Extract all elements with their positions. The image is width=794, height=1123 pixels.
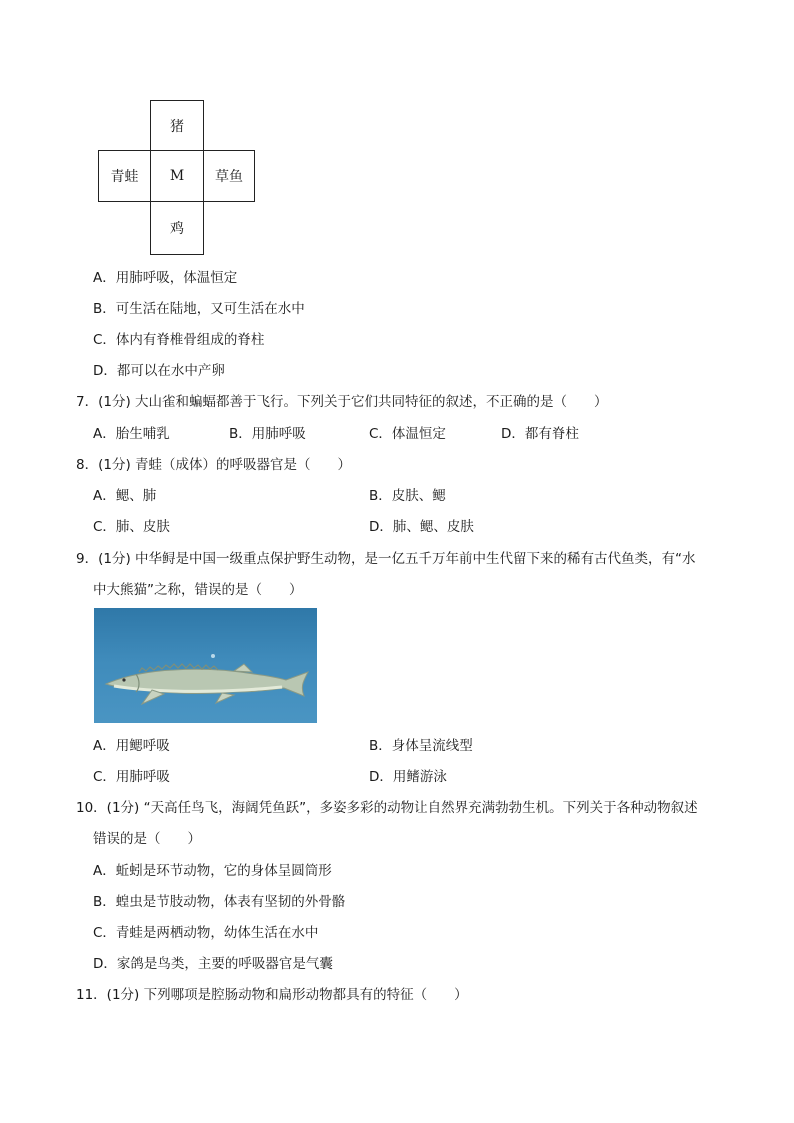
q7-option-c: C．体温恒定 xyxy=(369,426,446,442)
diagram-cell-center: M xyxy=(150,150,204,202)
q10-option-c: C．青蛙是两栖动物，幼体生活在水中 xyxy=(93,925,319,941)
sturgeon-illustration xyxy=(94,608,317,723)
q9-option-b: B．身体呈流线型 xyxy=(369,738,473,754)
q6-option-d: D．都可以在水中产卵 xyxy=(93,363,225,379)
q7-option-a: A．胎生哺乳 xyxy=(93,426,170,442)
diagram-cell-right: 草鱼 xyxy=(203,150,255,202)
q10-stem-line2: 错误的是（ ） xyxy=(93,831,201,847)
q7-stem: 7．(1分) 大山雀和蝙蝠都善于飞行。下列关于它们共同特征的叙述，不正确的是（ ） xyxy=(76,394,608,410)
q9-option-a: A．用鳃呼吸 xyxy=(93,738,170,754)
q9-stem-line2: 中大熊猫”之称，错误的是（ ） xyxy=(93,582,303,598)
q9-option-d: D．用鳍游泳 xyxy=(369,769,447,785)
q6-option-a: A．用肺呼吸，体温恒定 xyxy=(93,270,238,286)
q10-option-a: A．蚯蚓是环节动物，它的身体呈圆筒形 xyxy=(93,863,332,879)
q8-option-d: D．肺、鳃、皮肤 xyxy=(369,519,474,535)
q7-option-b: B．用肺呼吸 xyxy=(229,426,306,442)
q8-stem: 8．(1分) 青蛙（成体）的呼吸器官是（ ） xyxy=(76,457,352,473)
q6-option-b: B．可生活在陆地，又可生活在水中 xyxy=(93,301,305,317)
diagram-cell-left: 青蛙 xyxy=(98,150,151,202)
sturgeon-photo xyxy=(94,608,317,723)
q10-option-b: B．蝗虫是节肢动物，体表有坚韧的外骨骼 xyxy=(93,894,346,910)
q10-stem-line1: 10．(1分) “天高任鸟飞，海阔凭鱼跃”，多姿多彩的动物让自然界充满勃勃生机。下列关于各种动物叙述 xyxy=(76,800,698,816)
q8-option-a: A．鳃、肺 xyxy=(93,488,157,504)
q10-option-d: D．家鸽是鸟类，主要的呼吸器官是气囊 xyxy=(93,956,333,972)
q9-stem-line1: 9．(1分) 中华鲟是中国一级重点保护野生动物，是一亿五千万年前中生代留下来的稀有古代鱼类，有“水 xyxy=(76,551,696,567)
q6-option-c: C．体内有脊椎骨组成的脊柱 xyxy=(93,332,265,348)
q8-option-b: B．皮肤、鳃 xyxy=(369,488,446,504)
q8-option-c: C．肺、皮肤 xyxy=(93,519,170,535)
diagram-cell-top: 猪 xyxy=(150,100,204,151)
q7-option-d: D．都有脊柱 xyxy=(501,426,579,442)
q11-stem: 11．(1分) 下列哪项是腔肠动物和扁形动物都具有的特征（ ） xyxy=(76,987,468,1003)
q9-option-c: C．用肺呼吸 xyxy=(93,769,170,785)
diagram-cell-bottom: 鸡 xyxy=(150,201,204,255)
